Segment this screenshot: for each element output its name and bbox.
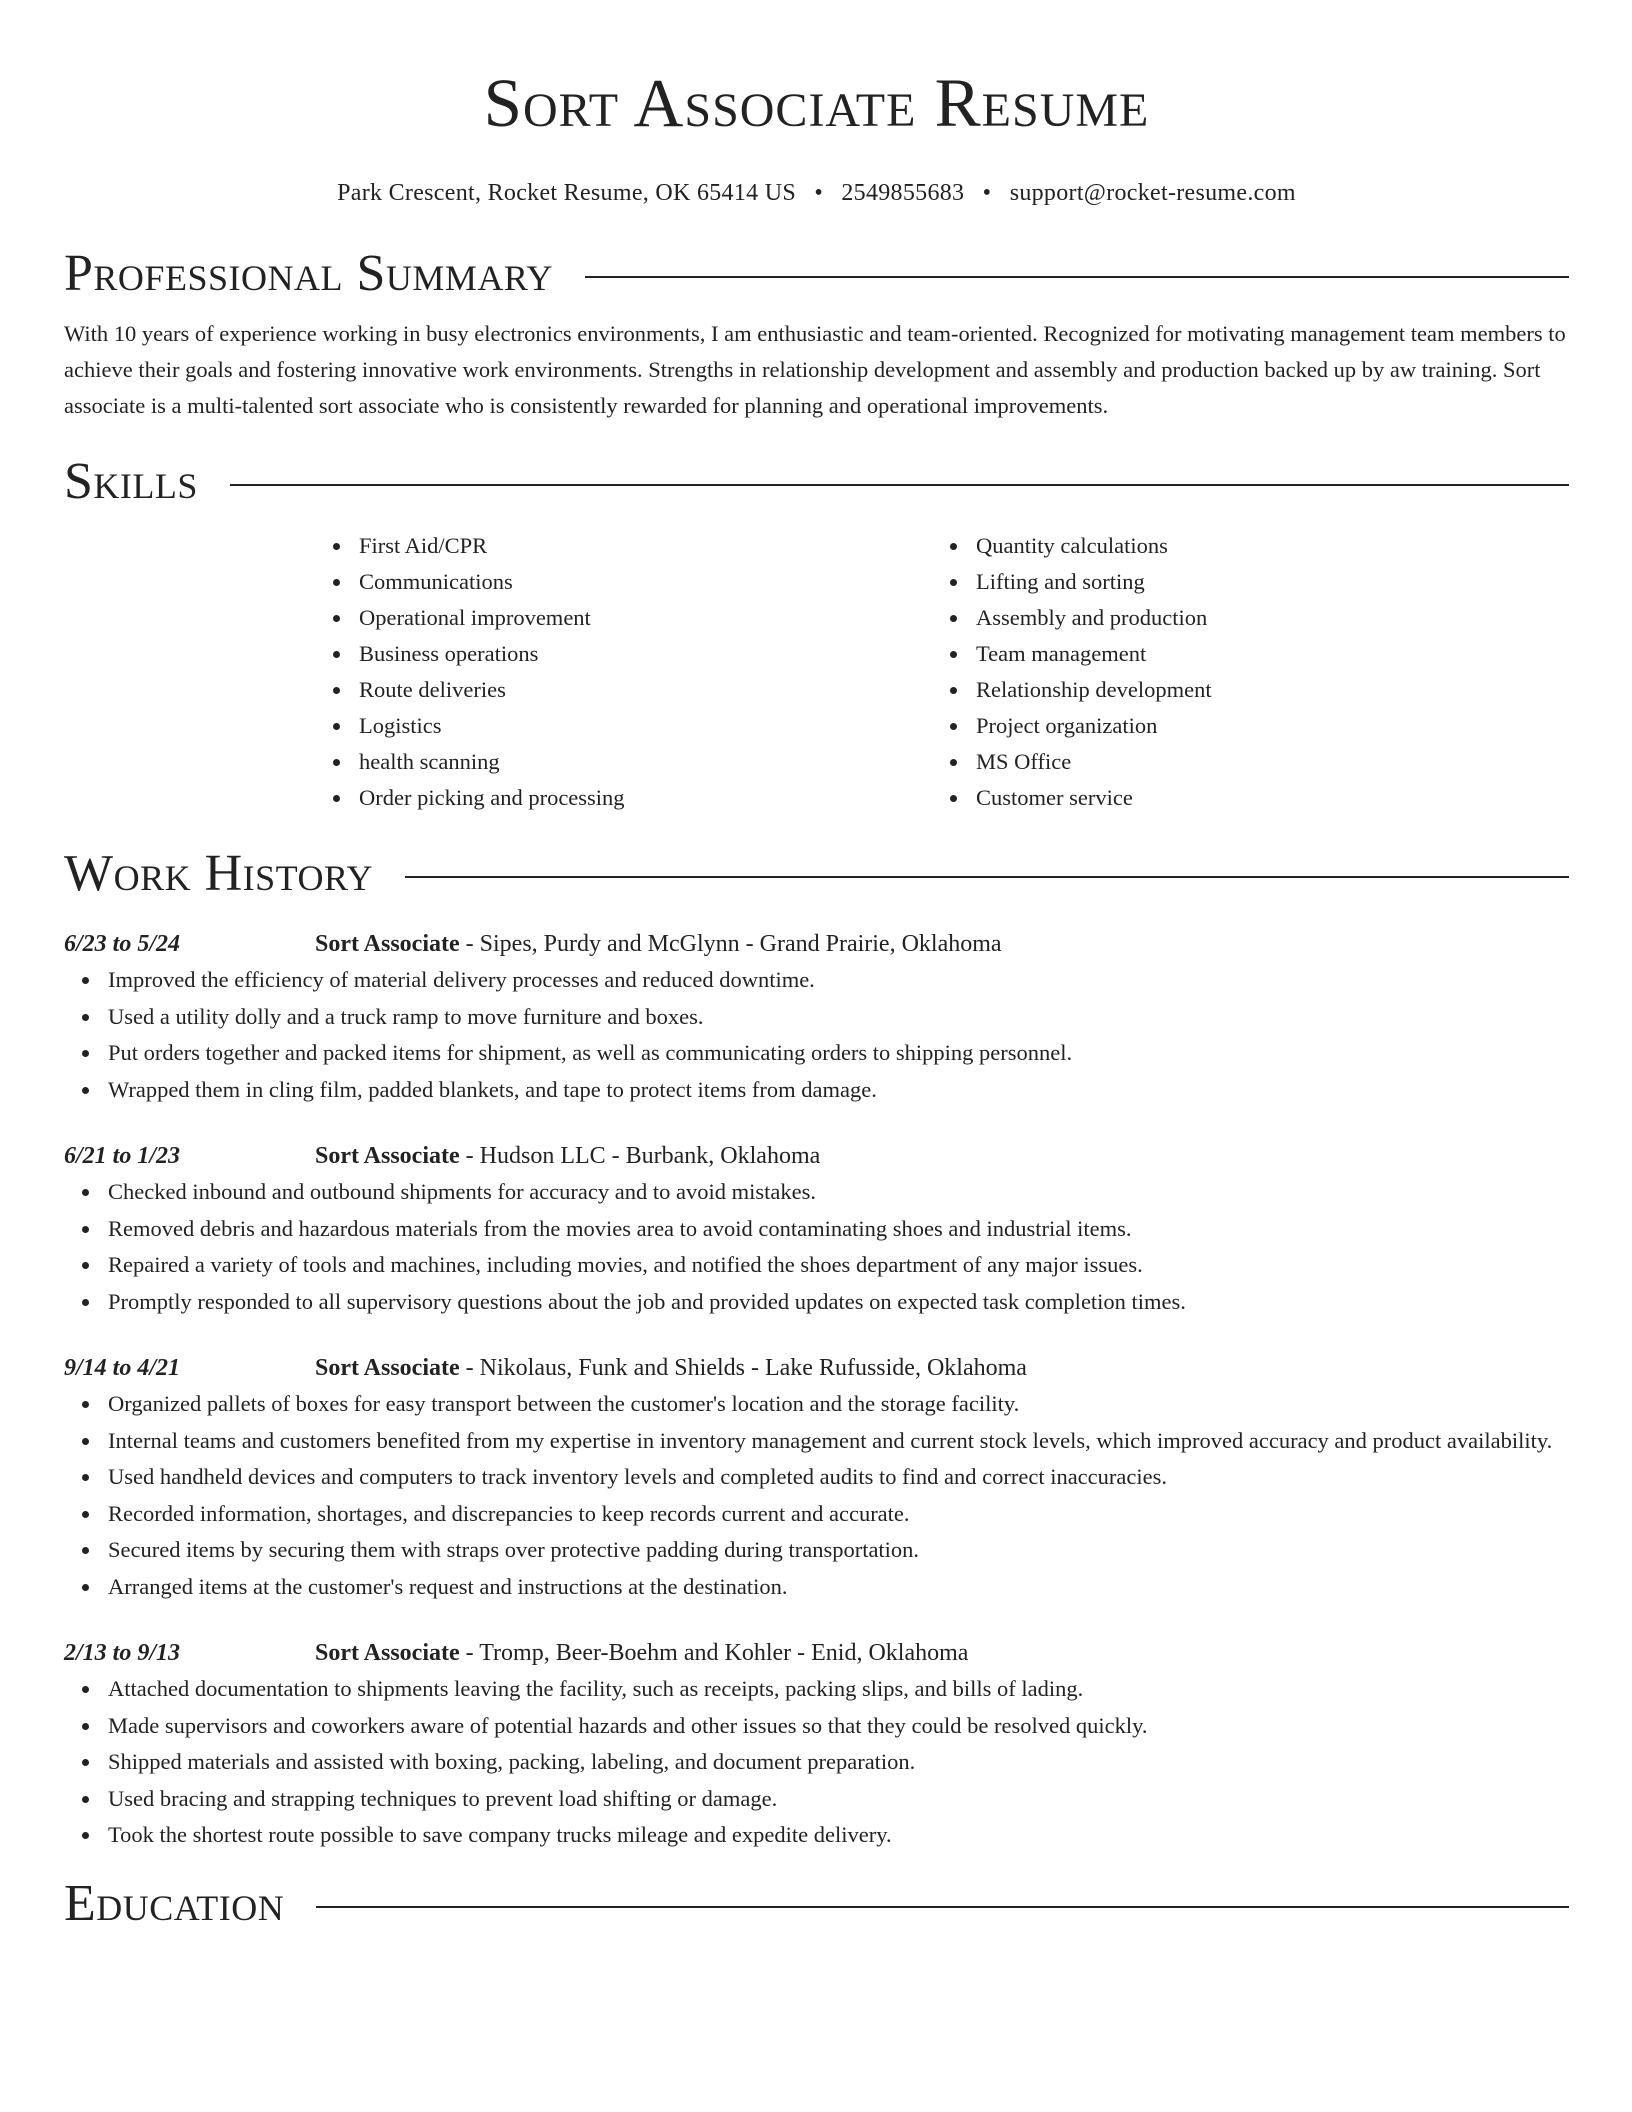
contact-email: support@rocket-resume.com — [1009, 180, 1296, 206]
work-heading: Work History — [64, 845, 374, 902]
job-bullets — [64, 962, 1569, 1108]
summary-heading: Professional Summary — [64, 245, 553, 302]
job-title: Sort Associate — [315, 1143, 460, 1169]
job-entry — [64, 1350, 1569, 1605]
skill-item: Customer service — [976, 780, 1549, 816]
job-bullet: Secured items by securing them with straps over protective padding during transportation. — [108, 1532, 1569, 1569]
job-bullet: Recorded information, shortages, and discrepancies to keep records current and accurate. — [108, 1496, 1569, 1533]
job-entry — [64, 1138, 1569, 1320]
job-title: Sort Associate — [315, 1640, 460, 1666]
job-bullet: Shipped materials and assisted with boxing, packing, labeling, and document preparation. — [108, 1744, 1569, 1781]
job-bullet: Checked inbound and outbound shipments for accuracy and to avoid mistakes. — [108, 1174, 1569, 1211]
skill-item: Lifting and sorting — [976, 564, 1549, 600]
job-entry — [64, 926, 1569, 1108]
skill-item: First Aid/CPR — [359, 528, 932, 564]
job-employer-location: - Tromp, Beer-Boehm and Kohler - Enid, Oklahoma — [459, 1640, 969, 1666]
skill-item: Order picking and processing — [359, 780, 932, 816]
job-bullet: Used a utility dolly and a truck ramp to move furniture and boxes. — [108, 999, 1569, 1036]
resume-page — [64, 0, 1569, 1936]
job-employer-location: - Sipes, Purdy and McGlynn - Grand Prairie, Oklahoma — [459, 931, 1002, 957]
job-header — [64, 1138, 1569, 1174]
job-header — [64, 926, 1569, 962]
job-bullet: Repaired a variety of tools and machines, including movies, and notified the shoes department of any major issues. — [108, 1247, 1569, 1284]
contact-separator: • — [982, 180, 992, 206]
job-dates: 6/21 to 1/23 — [64, 1143, 181, 1169]
skills-heading: Skills — [64, 453, 198, 510]
skill-item: Route deliveries — [359, 672, 932, 708]
resume-title: Sort Associate Resume — [483, 65, 1150, 141]
job-bullet: Organized pallets of boxes for easy transport between the customer's location and the storage facility. — [108, 1386, 1569, 1423]
job-bullet: Used handheld devices and computers to track inventory levels and completed audits to find and correct inaccuracies. — [108, 1459, 1569, 1496]
job-employer-location: - Nikolaus, Funk and Shields - Lake Rufusside, Oklahoma — [459, 1355, 1027, 1381]
work-section-header — [64, 842, 1569, 906]
job-dates: 9/14 to 4/21 — [64, 1355, 181, 1381]
skill-item: Logistics — [359, 708, 932, 744]
contact-line — [64, 178, 1569, 208]
skills-list — [315, 528, 1569, 816]
skill-item: MS Office — [976, 744, 1549, 780]
skill-item: Communications — [359, 564, 932, 600]
job-employer-location: - Hudson LLC - Burbank, Oklahoma — [459, 1143, 821, 1169]
skill-item: Quantity calculations — [976, 528, 1549, 564]
job-bullets — [64, 1386, 1569, 1605]
job-bullet: Made supervisors and coworkers aware of potential hazards and other issues so that they could be resolved quickly. — [108, 1708, 1569, 1745]
section-rule — [316, 1906, 1569, 1908]
work-history-list — [64, 926, 1569, 1854]
skill-item: Assembly and production — [976, 600, 1549, 636]
skill-item: health scanning — [359, 744, 932, 780]
job-bullets — [64, 1671, 1569, 1854]
summary-section-header — [64, 242, 1569, 306]
job-title-line — [315, 1138, 820, 1174]
section-rule — [230, 484, 1569, 486]
job-bullet: Took the shortest route possible to save company trucks mileage and expedite delivery. — [108, 1817, 1569, 1854]
job-bullet: Put orders together and packed items for shipment, as well as communicating orders to shipping personnel. — [108, 1035, 1569, 1072]
contact-address: Park Crescent, Rocket Resume, OK 65414 US — [337, 180, 797, 206]
job-dates: 6/23 to 5/24 — [64, 931, 181, 957]
job-bullet: Wrapped them in cling film, padded blankets, and tape to protect items from damage. — [108, 1072, 1569, 1109]
job-dates: 2/13 to 9/13 — [64, 1640, 181, 1666]
job-title-line — [315, 1350, 1027, 1386]
summary-text: With 10 years of experience working in busy electronics environments, I am enthusiastic and team-oriented. Recognized for motivating management team members to achieve their goals and fostering innovative work environments. Strengths in relationship development and assembly and production backed up by aw training. Sort associate is a multi-talented sort associate who is consistently rewarded for planning and operational improvements. — [64, 321, 1566, 418]
job-header — [64, 1350, 1569, 1386]
skill-item: Operational improvement — [359, 600, 932, 636]
section-rule — [585, 276, 1569, 278]
job-bullet: Improved the efficiency of material delivery processes and reduced downtime. — [108, 962, 1569, 999]
section-rule — [405, 876, 1569, 878]
education-section-header — [64, 1872, 1569, 1936]
skills-section-header — [64, 450, 1569, 514]
job-title-line — [315, 1635, 968, 1671]
skills-column-left — [315, 528, 932, 816]
job-bullets — [64, 1174, 1569, 1320]
skills-column-right — [932, 528, 1549, 816]
job-entry — [64, 1635, 1569, 1854]
job-bullet: Promptly responded to all supervisory questions about the job and provided updates on expected task completion times. — [108, 1284, 1569, 1321]
job-bullet: Arranged items at the customer's request and instructions at the destination. — [108, 1569, 1569, 1606]
job-bullet: Attached documentation to shipments leaving the facility, such as receipts, packing slips, and bills of lading. — [108, 1671, 1569, 1708]
skill-item: Project organization — [976, 708, 1549, 744]
contact-phone: 2549855683 — [841, 180, 965, 206]
job-bullet: Internal teams and customers benefited from my expertise in inventory management and current stock levels, which improved accuracy and product availability. — [108, 1423, 1569, 1460]
job-header — [64, 1635, 1569, 1671]
skill-item: Team management — [976, 636, 1549, 672]
job-title: Sort Associate — [315, 931, 460, 957]
skill-item: Relationship development — [976, 672, 1549, 708]
skill-item: Business operations — [359, 636, 932, 672]
job-title: Sort Associate — [315, 1355, 460, 1381]
contact-separator: • — [814, 180, 824, 206]
job-bullet: Used bracing and strapping techniques to prevent load shifting or damage. — [108, 1781, 1569, 1818]
education-heading: Education — [64, 1874, 285, 1932]
job-title-line — [315, 926, 1002, 962]
job-bullet: Removed debris and hazardous materials from the movies area to avoid contaminating shoes and industrial items. — [108, 1211, 1569, 1248]
